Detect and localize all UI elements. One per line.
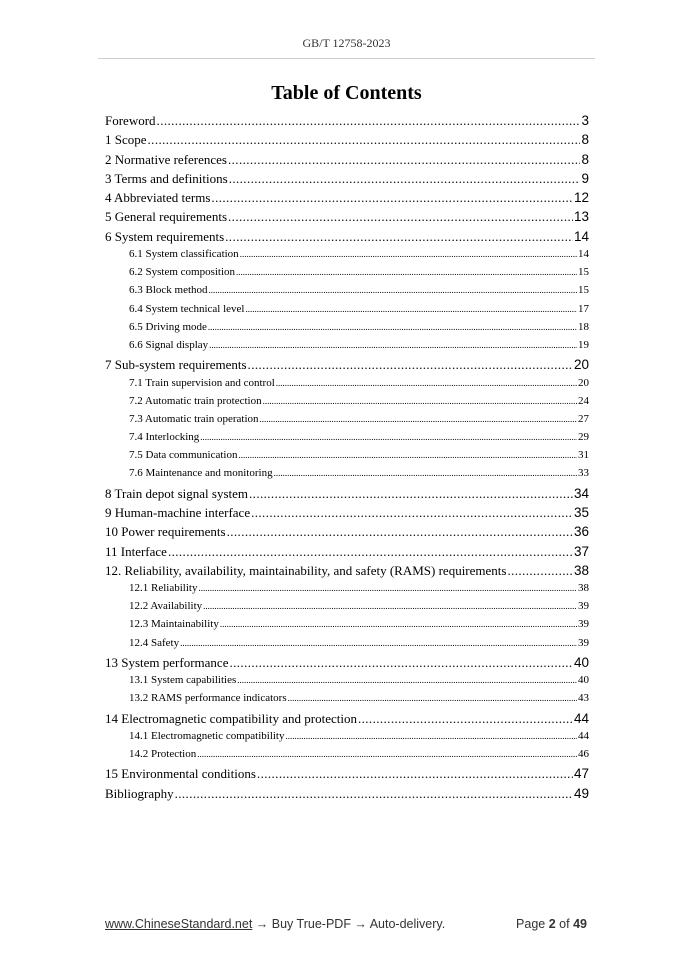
dot-leader [257, 766, 573, 782]
toc-subentry[interactable] [105, 431, 589, 449]
toc-entry-label: 8 Train depot signal system [105, 485, 249, 501]
toc-entry-label: 3 Terms and definitions [105, 170, 228, 186]
toc-subentry[interactable] [105, 303, 589, 321]
toc-entry[interactable] [105, 786, 589, 805]
toc-subentry[interactable] [105, 339, 589, 357]
toc-entry-page-number: 20 [573, 357, 589, 373]
toc-entry[interactable] [105, 209, 589, 228]
toc-entry-page-number: 14 [573, 228, 589, 244]
toc-entry-page-number: 40 [573, 654, 589, 670]
toc-entry-label: 4 Abbreviated terms [105, 190, 211, 206]
toc-entry-label: 7.3 Automatic train operation [129, 412, 259, 425]
toc-entry-label: 7.6 Maintenance and monitoring [129, 467, 273, 480]
website-link[interactable]: www.ChineseStandard.net [105, 917, 253, 931]
toc-entry-label: 7.1 Train supervision and control [129, 376, 275, 389]
toc-entry-page-number: 29 [578, 431, 589, 444]
toc-entry-page-number: 33 [578, 467, 589, 480]
dot-leader [263, 396, 577, 406]
toc-entry-page-number: 18 [578, 320, 589, 333]
dot-leader [203, 601, 577, 611]
toc-entry-page-number: 47 [573, 766, 589, 782]
footer-left [105, 917, 445, 931]
page-indicator [516, 917, 587, 931]
toc-entry-page-number: 27 [578, 412, 589, 425]
dot-leader [168, 544, 573, 560]
toc-entry-page-number: 37 [573, 543, 589, 559]
toc-subentry[interactable] [105, 284, 589, 302]
dot-leader [228, 209, 573, 225]
toc-subentry[interactable] [105, 600, 589, 618]
toc-entry-label: Bibliography [105, 785, 174, 801]
toc-entry-page-number: 17 [578, 302, 589, 315]
toc-entry-page-number: 8 [581, 151, 589, 167]
toc-entry[interactable] [105, 132, 589, 151]
dot-leader [260, 414, 577, 424]
toc-entry-label: 12.2 Availability [129, 600, 203, 613]
dot-leader [209, 285, 577, 295]
toc-entry[interactable] [105, 113, 589, 132]
toc-entry-page-number: 39 [578, 636, 589, 649]
dot-leader [157, 113, 581, 129]
dot-leader [229, 171, 581, 187]
toc-entry[interactable] [105, 486, 589, 505]
toc-entry-label: 12.3 Maintainability [129, 618, 219, 631]
page-word: Page [516, 917, 546, 931]
toc-subentry[interactable] [105, 467, 589, 485]
toc-entry-label: 6.4 System technical level [129, 302, 245, 315]
toc-entry[interactable] [105, 152, 589, 171]
toc-entry-label: 12.1 Reliability [129, 582, 198, 595]
toc-entry-page-number: 38 [578, 582, 589, 595]
toc-entry-label: 10 Power requirements [105, 524, 226, 540]
dot-leader [236, 267, 577, 277]
page-title: Table of Contents [271, 82, 422, 104]
toc-entry-page-number: 15 [578, 284, 589, 297]
page-of-word: of [559, 917, 570, 931]
toc-entry-label: 6 System requirements [105, 228, 225, 244]
toc-entry-label: Foreword [105, 113, 156, 128]
toc-entry-label: 11 Interface [105, 543, 167, 559]
toc-subentry[interactable] [105, 618, 589, 636]
toc-entry-page-number: 15 [578, 266, 589, 279]
toc-entry-page-number: 20 [578, 376, 589, 389]
toc-entry[interactable] [105, 171, 589, 190]
toc-entry-page-number: 36 [573, 524, 589, 540]
toc-subentry[interactable] [105, 321, 589, 339]
dot-leader [248, 357, 573, 373]
toc-entry[interactable] [105, 563, 589, 582]
toc-entry[interactable] [105, 505, 589, 524]
toc-entry-label: 15 Environmental conditions [105, 766, 256, 782]
toc-entry-page-number: 31 [578, 449, 589, 462]
toc-entry-label: 5 General requirements [105, 209, 228, 225]
toc-entry-label: 7.4 Interlocking [129, 431, 200, 444]
dot-leader [240, 249, 577, 259]
toc-entry-page-number: 9 [581, 170, 589, 186]
dot-leader [245, 304, 577, 314]
toc-entry-label: 14 Electromagnetic compatibility and protection [105, 710, 357, 726]
dot-leader [507, 563, 573, 579]
toc-entry-label: 14.2 Protection [129, 748, 197, 761]
dot-leader [225, 229, 573, 245]
toc-entry-page-number: 49 [573, 785, 589, 801]
toc-entry-label: 6.3 Block method [129, 284, 208, 297]
toc-entry[interactable] [105, 711, 589, 730]
toc-entry-page-number: 44 [578, 729, 589, 742]
toc-entry-page-number: 35 [573, 504, 589, 520]
toc-entry-page-number: 24 [578, 394, 589, 407]
toc-entry-label: 6.2 System composition [129, 266, 236, 279]
toc-entry[interactable] [105, 544, 589, 563]
toc-entry-label: 13.1 System capabilities [129, 674, 237, 687]
dot-leader [175, 786, 573, 802]
dot-leader [198, 583, 577, 593]
toc-subentry[interactable] [105, 582, 589, 600]
dot-leader [251, 505, 573, 521]
toc-subentry[interactable] [105, 248, 589, 266]
toc-entry-page-number: 8 [581, 132, 589, 148]
toc-entry-page-number: 38 [573, 562, 589, 578]
toc-entry-page-number: 44 [573, 710, 589, 726]
dot-leader [148, 132, 581, 148]
toc-entry-label: 2 Normative references [105, 151, 227, 167]
toc-entry-label: 6.6 Signal display [129, 339, 209, 352]
dot-leader [285, 731, 577, 741]
dot-leader [237, 675, 577, 685]
dot-leader [180, 638, 577, 648]
current-page-number: 2 [548, 917, 556, 931]
dot-leader [208, 322, 577, 332]
toc-entry-page-number: 12 [573, 190, 589, 206]
dot-leader [197, 749, 577, 759]
header-divider [98, 58, 595, 59]
toc-entry-label: 7.5 Data communication [129, 449, 238, 462]
toc-entry-page-number: 13 [573, 209, 589, 225]
toc-subentry[interactable] [105, 730, 589, 748]
toc-entry[interactable] [105, 766, 589, 785]
toc-entry-label: 13.2 RAMS performance indicators [129, 692, 287, 705]
toc-entry-label: 13 System performance [105, 654, 229, 670]
dot-leader [227, 524, 573, 540]
toc-entry[interactable] [105, 357, 589, 376]
running-header: GB/T 12758-2023 [302, 36, 391, 50]
toc-subentry[interactable] [105, 377, 589, 395]
dot-leader [274, 468, 577, 478]
dot-leader [276, 378, 577, 388]
dot-leader [238, 450, 577, 460]
toc-entry-page-number: 43 [578, 692, 589, 705]
toc-entry-label: 12. Reliability, availability, maintainability, and safety (RAMS) requirements [105, 562, 507, 578]
total-pages-number: 49 [573, 917, 587, 931]
toc-entry-page-number: 39 [578, 600, 589, 613]
dot-leader [358, 711, 573, 727]
toc-subentry[interactable] [105, 413, 589, 431]
toc-entry-label: 12.4 Safety [129, 636, 180, 649]
dot-leader [200, 432, 577, 442]
toc-entry-page-number: 19 [578, 339, 589, 352]
toc-entry-page-number: 34 [573, 485, 589, 501]
dot-leader [209, 340, 577, 350]
toc-entry-page-number: 40 [578, 674, 589, 687]
table-of-contents [105, 113, 589, 805]
toc-entry-label: 6.5 Driving mode [129, 320, 207, 333]
toc-entry-label: 14.1 Electromagnetic compatibility [129, 729, 285, 742]
promo-text: → Buy True-PDF → Auto-delivery. [255, 917, 446, 931]
toc-entry[interactable] [105, 655, 589, 674]
toc-subentry[interactable] [105, 692, 589, 710]
dot-leader [229, 655, 573, 671]
dot-leader [249, 486, 573, 502]
toc-subentry[interactable] [105, 266, 589, 284]
toc-entry-page-number: 3 [581, 113, 589, 128]
toc-subentry[interactable] [105, 674, 589, 692]
toc-subentry[interactable] [105, 748, 589, 766]
toc-entry-page-number: 46 [578, 748, 589, 761]
toc-subentry[interactable] [105, 449, 589, 467]
toc-entry-page-number: 14 [578, 248, 589, 261]
toc-subentry[interactable] [105, 637, 589, 655]
dot-leader [211, 190, 573, 206]
toc-subentry[interactable] [105, 395, 589, 413]
dot-leader [220, 619, 577, 629]
toc-entry-label: 6.1 System classification [129, 248, 239, 261]
toc-entry[interactable] [105, 524, 589, 543]
dot-leader [228, 152, 580, 168]
toc-entry-label: 7.2 Automatic train protection [129, 394, 262, 407]
dot-leader [288, 693, 577, 703]
toc-entry-label: 9 Human-machine interface [105, 504, 251, 520]
toc-entry[interactable] [105, 229, 589, 248]
toc-entry[interactable] [105, 190, 589, 209]
page-footer [105, 917, 587, 931]
toc-entry-label: 1 Scope [105, 132, 147, 148]
toc-entry-page-number: 39 [578, 618, 589, 631]
toc-entry-label: 7 Sub-system requirements [105, 357, 247, 373]
